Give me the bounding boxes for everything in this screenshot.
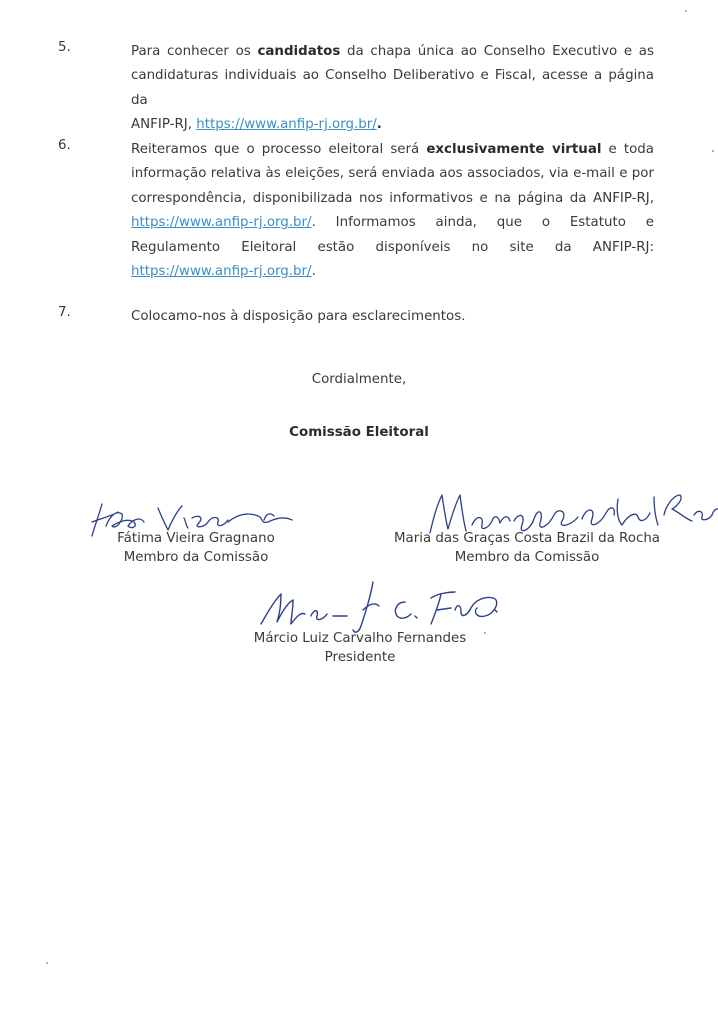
paragraph-line: https://www.anfip-rj.org.br/. Informamos ainda, que o Estatuto e [131, 215, 654, 231]
signatory-left [96, 529, 296, 567]
item-paragraph [131, 138, 654, 284]
anfip-link[interactable]: https://www.anfip-rj.org.br/ [131, 264, 312, 280]
anfip-link[interactable]: https://www.anfip-rj.org.br/ [131, 215, 312, 231]
paragraph-line: candidaturas individuais ao Conselho Deliberativo e Fiscal, acesse a página da [131, 68, 654, 108]
closing-text: Cordialmente, [311, 372, 407, 387]
signatory-president [240, 629, 480, 667]
item-paragraph [131, 40, 654, 138]
paragraph-line: Regulamento Eleitoral estão disponíveis no site da ANFIP-RJ: [131, 239, 654, 255]
paragraph-line: https://www.anfip-rj.org.br/. [131, 264, 316, 280]
paragraph-line: Reiteramos que o processo eleitoral será exclusivamente virtual e toda [131, 142, 654, 157]
item-number: 6. [58, 138, 71, 153]
anfip-link[interactable]: https://www.anfip-rj.org.br/ [196, 117, 377, 133]
item-number: 5. [58, 40, 71, 55]
signatory-name: Maria das Graças Costa Brazil da Rocha [393, 531, 661, 546]
paragraph-line: informação relativa às eleições, será enviada aos associados, via e-mail e por [131, 166, 654, 182]
scan-speck [712, 150, 714, 152]
bold-candidatos: candidatos [257, 44, 341, 59]
paragraph-line: Para conhecer os candidatos da chapa única ao Conselho Executivo e as [131, 44, 654, 59]
signatory-name: Márcio Luiz Carvalho Fernandes [253, 631, 467, 646]
scan-speck [46, 962, 48, 964]
bold-exclusivamente-virtual: exclusivamente virtual [426, 142, 602, 157]
signatory-right [382, 529, 672, 567]
paragraph-line: ANFIP-RJ, https://www.anfip-rj.org.br/. [131, 117, 382, 133]
scan-speck [484, 632, 486, 634]
signatory-name: Fátima Vieira Gragnano [117, 531, 275, 546]
signatory-role: Membro da Comissão [454, 550, 600, 565]
item-number: 7. [58, 305, 71, 320]
scan-speck [685, 10, 687, 12]
item-paragraph [131, 305, 654, 329]
signatory-role: Presidente [324, 650, 396, 665]
committee-title: Comissão Eleitoral [289, 425, 429, 440]
paragraph-line: correspondência, disponibilizada nos informativos e na página da ANFIP-RJ, [131, 190, 654, 206]
signatory-role: Membro da Comissão [123, 550, 269, 565]
paragraph-line: Colocamo-nos à disposição para esclarecimentos. [131, 309, 466, 324]
